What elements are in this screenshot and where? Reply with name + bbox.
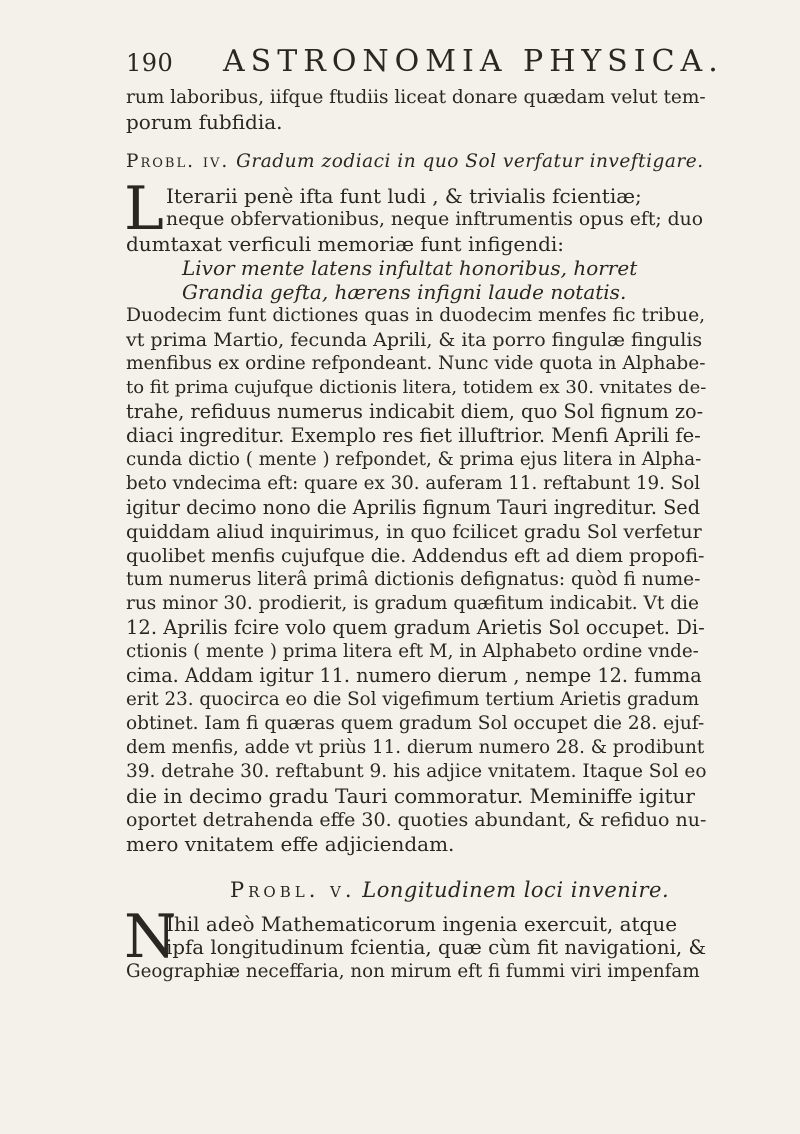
text-line: dem menfis, adde vt priùs 11. dierum numero 28. & prodibunt (126, 737, 705, 758)
text-line: Iterarii penè ifta funt ludi , & trivialis fcientiæ; (166, 184, 642, 208)
text-line: 39. detrahe 30. reftabunt 9. his adjice vnitatem. Itaque Sol eo (126, 761, 707, 782)
problem-4-heading (126, 150, 706, 176)
text-line: Ihil adeò Mathematicorum ingenia exercuit, atque (166, 912, 678, 936)
text-line: ipfa longitudinum fcientia, quæ cùm fit navigationi, & (166, 936, 707, 959)
problem-5-label: Probl. v. (230, 878, 356, 902)
text-line: rum laboribus, iifque ftudiis liceat donare quædam velut tem- (126, 87, 706, 108)
text-line: menfibus ex ordine refpondeant. Nunc vide quota in Alphabe- (126, 353, 706, 374)
text-line: obtinet. Iam fi quæras quem gradum Sol occupet die 28. ejuf- (126, 713, 705, 734)
text-line: tum numerus literâ primâ dictionis defignatus: quòd fi nume- (126, 569, 701, 590)
text-line: oportet detrahenda effe 30. quoties abundant, & refiduo nu- (126, 809, 707, 831)
text-line: porum fubfidia. (126, 110, 283, 134)
text-line: beto vndecima eft: quare ex 30. auferam 11. reftabunt 19. Sol (126, 473, 701, 494)
verse-line: Livor mente latens infultat honoribus, horret (182, 256, 638, 280)
running-head: ASTRONOMIA PHYSICA. (223, 44, 724, 79)
text-line: trahe, refiduus numerus indicabit diem, quo Sol fignum zo- (126, 400, 704, 423)
drop-cap-n: N (124, 902, 177, 972)
problem-4-body (126, 304, 706, 856)
page-header (126, 44, 724, 80)
text-line: quiddam aliud inquirimus, in quo fcilicet gradu Sol verfetur (126, 521, 702, 543)
text-line: ctionis ( mente ) prima litera eft M, in Alphabeto ordine vnde- (126, 641, 699, 662)
text-line: dumtaxat verficuli memoriæ funt infigendi: (126, 232, 565, 256)
problem-4-opening (124, 174, 706, 256)
text-line: quolibet menfis cujufque die. Addendus eft ad diem propofi- (126, 545, 705, 567)
text-line: mero vnitatem effe adjiciendam. (126, 832, 455, 856)
problem-5-opening (124, 902, 707, 984)
text-line: vt prima Martio, fecunda Aprili, & ita porro fingulæ fingulis (126, 329, 703, 351)
problem-4-title: Gradum zodiaci in quo Sol verfatur inveftigare. (236, 151, 704, 172)
problem-4-label: Probl. iv. (126, 151, 230, 172)
problem-5-heading (126, 878, 706, 904)
text-line: diaci ingreditur. Exemplo res fiet illuftrior. Menfi Aprili fe- (126, 424, 701, 447)
text-line: Geographiæ neceffaria, non mirum eft fi fummi viri impenfam (126, 961, 700, 982)
text-line: erit 23. quocirca eo die Sol vigefimum tertium Arietis gradum (126, 689, 700, 710)
text-line: Duodecim funt dictiones quas in duodecim menfes fic tribue, (126, 305, 706, 326)
text-line: to fit prima cujufque dictionis litera, totidem ex 30. vnitates de- (126, 377, 707, 398)
problem-5-title: Longitudinem loci invenire. (362, 878, 670, 902)
text-line: neque obfervationibus, neque inftrumentis opus eft; duo (166, 209, 704, 230)
drop-cap-l: L (124, 174, 164, 244)
page-number: 190 (126, 49, 174, 77)
verse-line: Grandia gefta, hærens infigni laude notatis. (182, 280, 627, 304)
text-line: cima. Addam igitur 11. numero dierum , nempe 12. fumma (126, 664, 702, 687)
text-line: rus minor 30. prodierit, is gradum quæfitum indicabit. Vt die (126, 593, 699, 614)
page-body (126, 86, 706, 984)
text-line: 12. Aprilis fcire volo quem gradum Arietis Sol occupet. Di- (126, 616, 705, 639)
text-line: cunda dictio ( mente ) refpondet, & prima ejus litera in Alpha- (126, 449, 702, 470)
text-line: igitur decimo nono die Aprilis fignum Tauri ingreditur. Sed (126, 496, 701, 519)
text-line: die in decimo gradu Tauri commoratur. Meminiffe igitur (126, 784, 695, 808)
